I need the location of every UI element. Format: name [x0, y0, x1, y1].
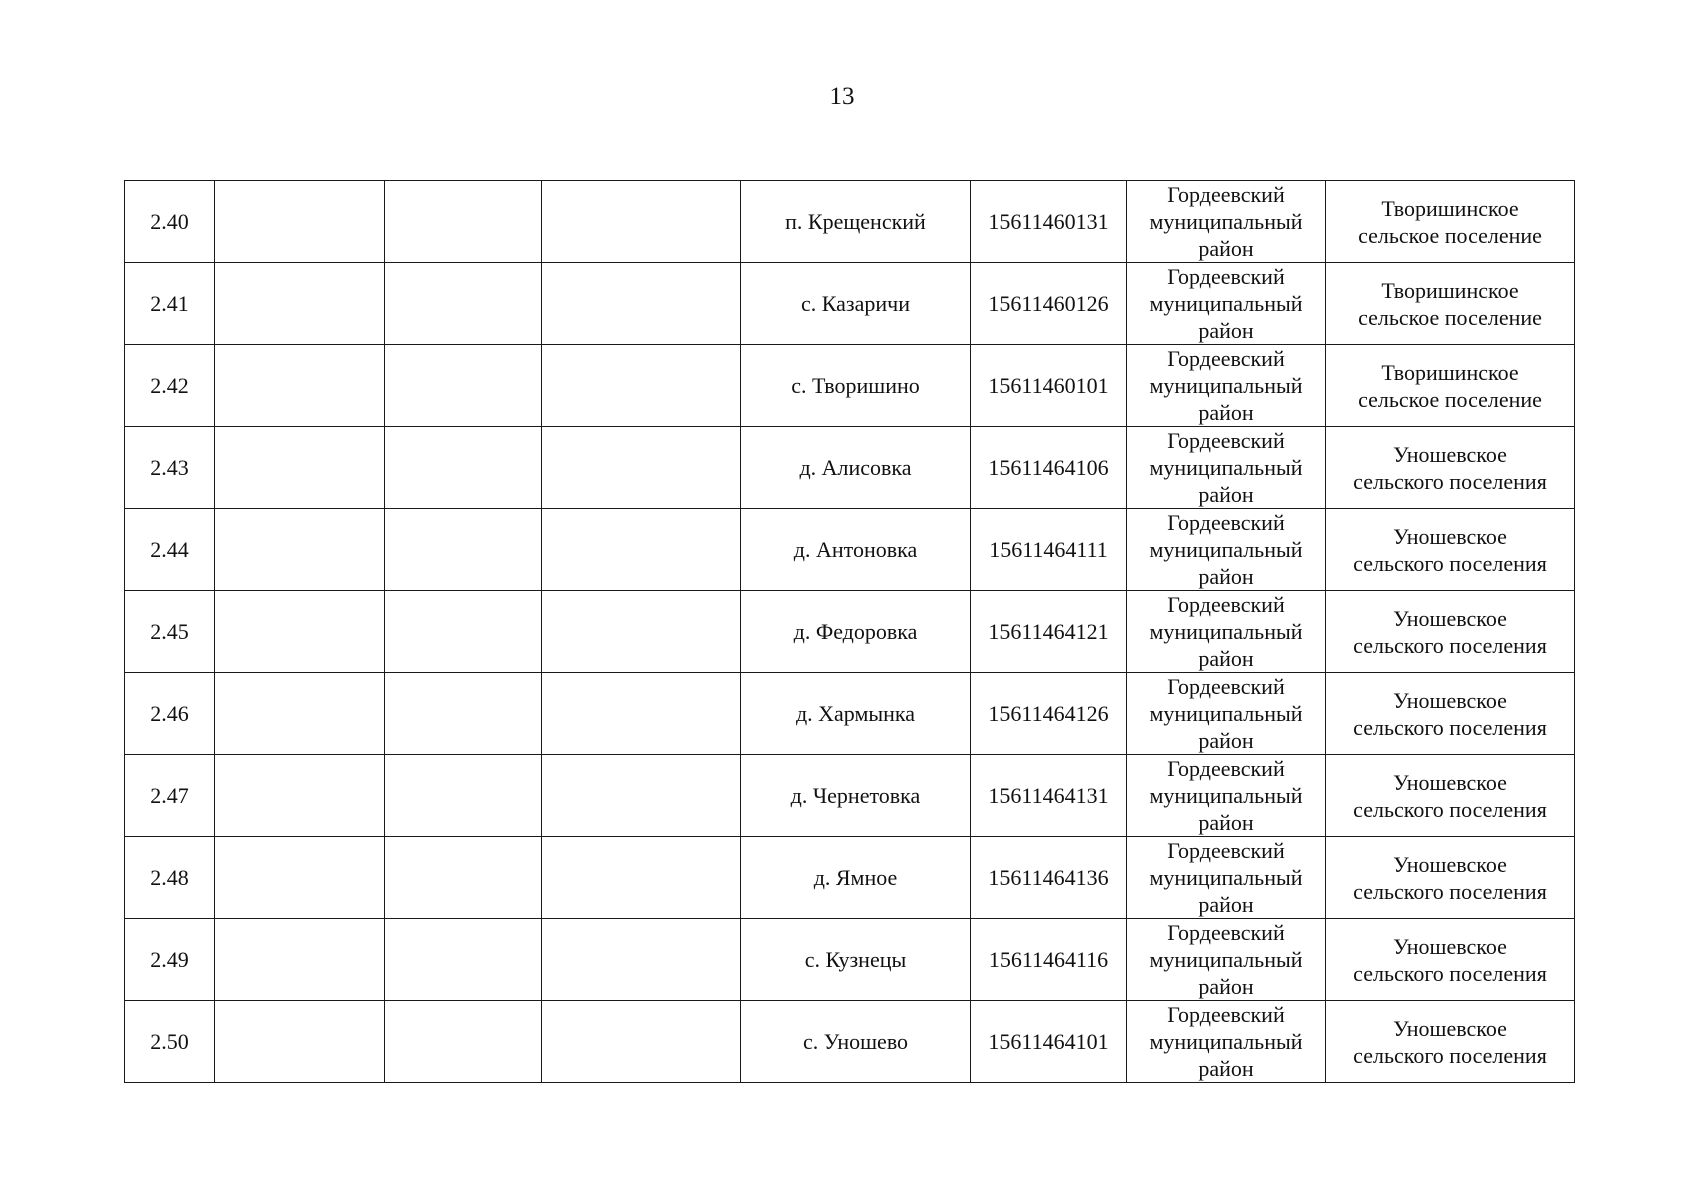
table-body: [125, 181, 1575, 1083]
locality-name-cell: п. Крещенский: [741, 181, 971, 263]
empty-cell: [542, 755, 741, 837]
settlement-line: Творишинское: [1381, 195, 1519, 221]
settlement-cell: [1326, 509, 1575, 591]
settlement-line: сельского поселения: [1353, 796, 1547, 822]
empty-cell: [385, 345, 542, 427]
empty-cell: [215, 591, 385, 673]
settlement-line: сельское поселение: [1358, 386, 1542, 412]
oktmo-code-cell: 15611464136: [971, 837, 1127, 919]
district-line: Гордеевский: [1167, 264, 1285, 289]
settlement-cell: [1326, 673, 1575, 755]
empty-cell: [215, 263, 385, 345]
empty-cell: [385, 181, 542, 263]
district-line: муниципальный: [1149, 947, 1303, 972]
locality-name-cell: д. Федоровка: [741, 591, 971, 673]
empty-cell: [215, 837, 385, 919]
row-number-cell: 2.41: [125, 263, 215, 345]
empty-cell: [385, 591, 542, 673]
empty-cell: [215, 919, 385, 1001]
row-number-cell: 2.50: [125, 1001, 215, 1083]
settlement-cell: [1326, 837, 1575, 919]
empty-cell: [542, 591, 741, 673]
empty-cell: [215, 181, 385, 263]
table-row: [125, 591, 1575, 673]
district-line: район: [1198, 728, 1254, 753]
empty-cell: [215, 509, 385, 591]
oktmo-code-cell: 15611464116: [971, 919, 1127, 1001]
empty-cell: [385, 509, 542, 591]
settlement-line: Уношевское: [1393, 851, 1507, 877]
district-line: район: [1198, 892, 1254, 917]
empty-cell: [215, 345, 385, 427]
district-line: муниципальный: [1149, 537, 1303, 562]
settlement-line: Уношевское: [1393, 769, 1507, 795]
district-cell: [1127, 427, 1326, 509]
district-line: муниципальный: [1149, 619, 1303, 644]
district-cell: [1127, 1001, 1326, 1083]
locality-name-cell: с. Кузнецы: [741, 919, 971, 1001]
district-line: Гордеевский: [1167, 592, 1285, 617]
oktmo-code-cell: 15611464101: [971, 1001, 1127, 1083]
row-number-cell: 2.48: [125, 837, 215, 919]
empty-cell: [385, 427, 542, 509]
locality-name-cell: д. Антоновка: [741, 509, 971, 591]
empty-cell: [542, 673, 741, 755]
empty-cell: [542, 837, 741, 919]
settlements-table: [124, 180, 1575, 1083]
district-cell: [1127, 181, 1326, 263]
row-number-cell: 2.43: [125, 427, 215, 509]
settlement-line: Уношевское: [1393, 1015, 1507, 1041]
settlement-line: Уношевское: [1393, 441, 1507, 467]
district-line: муниципальный: [1149, 209, 1303, 234]
settlement-line: сельского поселения: [1353, 1042, 1547, 1068]
settlement-cell: [1326, 427, 1575, 509]
oktmo-code-cell: 15611464106: [971, 427, 1127, 509]
row-number-cell: 2.47: [125, 755, 215, 837]
settlement-line: Уношевское: [1393, 687, 1507, 713]
locality-name-cell: д. Ямное: [741, 837, 971, 919]
row-number-cell: 2.49: [125, 919, 215, 1001]
table-row: [125, 673, 1575, 755]
oktmo-code-cell: 15611464126: [971, 673, 1127, 755]
empty-cell: [542, 509, 741, 591]
district-line: район: [1198, 400, 1254, 425]
settlement-line: Творишинское: [1381, 359, 1519, 385]
district-line: муниципальный: [1149, 373, 1303, 398]
district-line: район: [1198, 974, 1254, 999]
settlement-cell: [1326, 919, 1575, 1001]
district-line: Гордеевский: [1167, 428, 1285, 453]
oktmo-code-cell: 15611464111: [971, 509, 1127, 591]
oktmo-code-cell: 15611464121: [971, 591, 1127, 673]
district-line: район: [1198, 810, 1254, 835]
empty-cell: [385, 919, 542, 1001]
row-number-cell: 2.40: [125, 181, 215, 263]
district-line: район: [1198, 1056, 1254, 1081]
district-cell: [1127, 509, 1326, 591]
district-cell: [1127, 837, 1326, 919]
table-row: [125, 755, 1575, 837]
page-number: 13: [829, 83, 855, 110]
district-line: Гордеевский: [1167, 838, 1285, 863]
district-cell: [1127, 345, 1326, 427]
oktmo-code-cell: 15611460131: [971, 181, 1127, 263]
district-line: Гордеевский: [1167, 920, 1285, 945]
district-line: район: [1198, 564, 1254, 589]
district-line: муниципальный: [1149, 455, 1303, 480]
table-row: [125, 919, 1575, 1001]
district-line: Гордеевский: [1167, 674, 1285, 699]
table-row: [125, 509, 1575, 591]
district-line: муниципальный: [1149, 701, 1303, 726]
empty-cell: [385, 673, 542, 755]
empty-cell: [542, 1001, 741, 1083]
locality-name-cell: д. Хармынка: [741, 673, 971, 755]
oktmo-code-cell: 15611460126: [971, 263, 1127, 345]
table-row: [125, 345, 1575, 427]
empty-cell: [215, 1001, 385, 1083]
district-line: район: [1198, 318, 1254, 343]
settlement-line: Уношевское: [1393, 523, 1507, 549]
district-cell: [1127, 591, 1326, 673]
table-row: [125, 837, 1575, 919]
oktmo-code-cell: 15611464131: [971, 755, 1127, 837]
oktmo-code-cell: 15611460101: [971, 345, 1127, 427]
district-line: район: [1198, 236, 1254, 261]
settlement-line: сельского поселения: [1353, 714, 1547, 740]
settlement-line: Уношевское: [1393, 605, 1507, 631]
empty-cell: [215, 673, 385, 755]
settlement-line: Уношевское: [1393, 933, 1507, 959]
settlement-line: сельского поселения: [1353, 632, 1547, 658]
locality-name-cell: с. Творишино: [741, 345, 971, 427]
row-number-cell: 2.46: [125, 673, 215, 755]
district-line: район: [1198, 646, 1254, 671]
settlement-line: Творишинское: [1381, 277, 1519, 303]
empty-cell: [542, 919, 741, 1001]
district-line: Гордеевский: [1167, 346, 1285, 371]
district-cell: [1127, 673, 1326, 755]
locality-name-cell: д. Чернетовка: [741, 755, 971, 837]
district-line: муниципальный: [1149, 865, 1303, 890]
district-cell: [1127, 263, 1326, 345]
settlement-cell: [1326, 345, 1575, 427]
settlement-line: сельского поселения: [1353, 878, 1547, 904]
district-line: муниципальный: [1149, 783, 1303, 808]
district-cell: [1127, 919, 1326, 1001]
district-line: муниципальный: [1149, 291, 1303, 316]
settlement-line: сельского поселения: [1353, 550, 1547, 576]
table-row: [125, 427, 1575, 509]
row-number-cell: 2.42: [125, 345, 215, 427]
settlement-cell: [1326, 1001, 1575, 1083]
district-cell: [1127, 755, 1326, 837]
locality-name-cell: д. Алисовка: [741, 427, 971, 509]
settlement-cell: [1326, 263, 1575, 345]
locality-name-cell: с. Казаричи: [741, 263, 971, 345]
district-line: Гордеевский: [1167, 1002, 1285, 1027]
district-line: район: [1198, 482, 1254, 507]
settlement-cell: [1326, 591, 1575, 673]
empty-cell: [542, 263, 741, 345]
empty-cell: [215, 427, 385, 509]
empty-cell: [385, 263, 542, 345]
empty-cell: [542, 427, 741, 509]
district-line: Гордеевский: [1167, 182, 1285, 207]
table-row: [125, 1001, 1575, 1083]
empty-cell: [542, 181, 741, 263]
settlement-line: сельское поселение: [1358, 222, 1542, 248]
table-row: [125, 263, 1575, 345]
settlement-cell: [1326, 181, 1575, 263]
empty-cell: [542, 345, 741, 427]
locality-name-cell: с. Уношево: [741, 1001, 971, 1083]
empty-cell: [385, 837, 542, 919]
row-number-cell: 2.44: [125, 509, 215, 591]
district-line: Гордеевский: [1167, 510, 1285, 535]
empty-cell: [215, 755, 385, 837]
settlement-cell: [1326, 755, 1575, 837]
row-number-cell: 2.45: [125, 591, 215, 673]
table-row: [125, 181, 1575, 263]
settlement-line: сельское поселение: [1358, 304, 1542, 330]
empty-cell: [385, 755, 542, 837]
settlement-line: сельского поселения: [1353, 468, 1547, 494]
district-line: муниципальный: [1149, 1029, 1303, 1054]
settlement-line: сельского поселения: [1353, 960, 1547, 986]
district-line: Гордеевский: [1167, 756, 1285, 781]
empty-cell: [385, 1001, 542, 1083]
